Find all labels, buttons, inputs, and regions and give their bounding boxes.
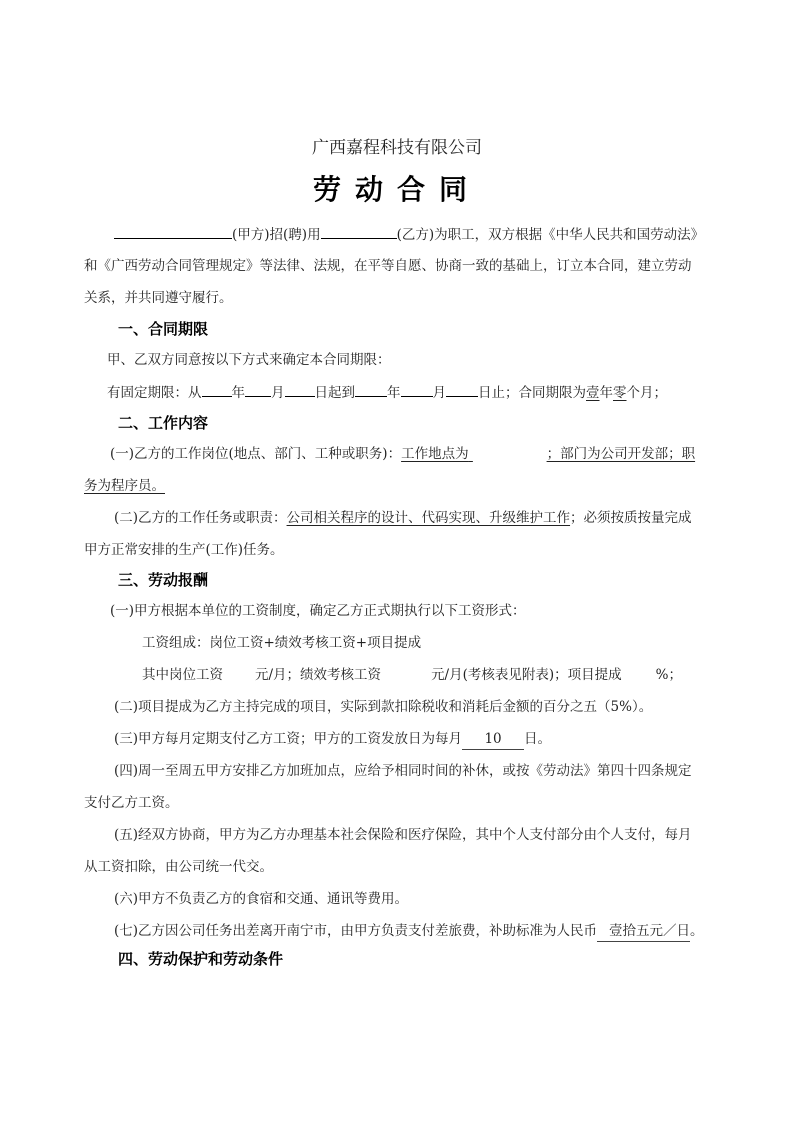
s1-line-1: 甲、乙双方同意按以下方式来确定本合同期限： [107, 352, 391, 368]
s3-p2: (二)项目提成为乙方主持完成的项目，实际到款扣除税收和消耗后金额的百分之五（5%）。 [114, 699, 653, 715]
s3-p4-cont: 支付乙方工资。 [84, 795, 179, 811]
s3-p3: (三)甲方每月定期支付乙方工资；甲方的工资发放日为每月 10 日。 [114, 729, 754, 750]
s3-p1: (一)甲方根据本单位的工资制度，确定乙方正式期执行以下工资形式： [110, 603, 526, 619]
s3-p5-cont: 从工资扣除，由公司统一代交。 [84, 859, 273, 875]
s3-p7: (七)乙方因公司任务出差离开南宁市，由甲方负责支付差旅费，补助标准为人民币 壹拾五元／日。 [114, 921, 754, 942]
s3-p6: (六)甲方不负责乙方的食宿和交通、通讯等费用。 [114, 891, 409, 907]
start-day-blank[interactable] [285, 382, 315, 397]
s2-p2-cont: 甲方正常安排的生产(工作)任务。 [84, 542, 284, 558]
party-a-blank[interactable] [114, 224, 232, 239]
work-location-blank[interactable] [469, 444, 547, 464]
s2-p2: (二)乙方的工作任务或职责：公司相关程序的设计、代码实现、升级维护工作；必须按质按量完成 [114, 510, 692, 526]
end-day-blank[interactable] [446, 382, 478, 397]
intro-line-3: 关系，并共同遵守履行。 [84, 290, 233, 306]
s3-p5: (五)经双方协商，甲方为乙方办理基本社会保险和医疗保险，其中个人支付部分由个人支付，每月 [114, 827, 692, 843]
section-heading-3: 三、劳动报酬 [118, 571, 209, 589]
s3-p1a: 工资组成：岗位工资+绩效考核工资+项目提成 [142, 635, 422, 651]
document-title: 劳动合同 [312, 173, 481, 206]
party-b-blank[interactable] [321, 224, 397, 239]
pay-day-field[interactable]: 10 [462, 729, 524, 750]
s3-p4: (四)周一至周五甲方安排乙方加班加点，应给予相同时间的补休，或按《劳动法》第四十四条规定 [114, 763, 692, 779]
intro-line-1: (甲方)招(聘)用 (乙方)为职工，双方根据《中华人民共和国劳动法》 [114, 224, 754, 245]
start-year-blank[interactable] [202, 382, 232, 397]
start-month-blank[interactable] [245, 382, 271, 397]
section-heading-4: 四、劳动保护和劳动条件 [118, 950, 284, 968]
travel-allowance-field[interactable]: 壹拾五元／日 [597, 921, 690, 942]
end-year-blank[interactable] [355, 382, 387, 397]
s3-p1b: 其中岗位工资 元/月；绩效考核工资 元/月(考核表见附表)；项目提成 %； [142, 667, 682, 683]
s2-p1: (一)乙方的工作岗位(地点、部门、工种或职务)：工作地点为 ；部门为公司开发部；职 [110, 446, 696, 462]
s1-line-2: 有固定期限：从 年 月 日起到 年 月 日止；合同期限为壹年零个月； [107, 382, 747, 403]
company-name: 广西嘉程科技有限公司 [312, 138, 482, 158]
intro-line-2: 和《广西劳动合同管理规定》等法律、法规，在平等自愿、协商一致的基础上，订立本合同，建立劳动 [84, 258, 692, 274]
s2-p1-cont: 务为程序员。 [84, 478, 165, 494]
section-heading-2: 二、工作内容 [118, 414, 209, 432]
end-month-blank[interactable] [401, 382, 433, 397]
section-heading-1: 一、合同期限 [118, 320, 209, 338]
